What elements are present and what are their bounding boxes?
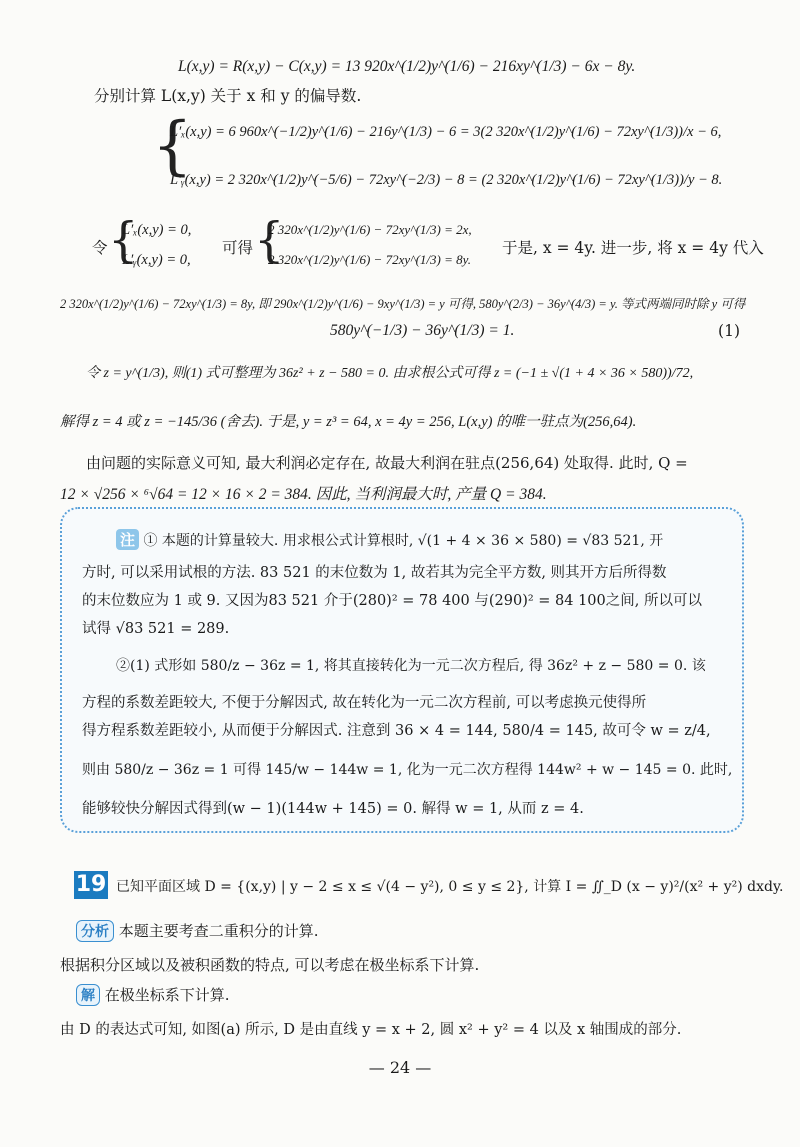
output-result: 12 × √256 × ⁶√64 = 12 × 16 × 2 = 384. 因此, 当利润最大时, 产量 Q = 384. <box>60 486 547 503</box>
solution-line-2: 由 D 的表达式可知, 如图(a) 所示, D 是由直线 y = x + 2, 圆 x² + y² = 4 以及 x 轴围成的部分. <box>60 1022 682 1038</box>
analysis-text: 本题主要考查二重积分的计算. <box>118 922 319 940</box>
max-profit-text: 由问题的实际意义可知, 最大利润必定存在, 故最大利润在驻点(256,64) 处取得. 此时, Q = <box>86 454 688 472</box>
substitution-text: 于是, x = 4y. 进一步, 将 x = 4y 代入 <box>502 239 764 257</box>
problem-statement: 已知平面区域 D = {(x,y) | y − 2 ≤ x ≤ √(4 − y²), 0 ≤ y ≤ 2}, 计算 I = ∬_D (x − y)²/(x² + y²) dxdy. <box>116 879 784 895</box>
partial-x-equation: L′ₓ(x,y) = 6 960x^(−1/2)y^(1/6) − 216y^(1/3) − 6 = 3(2 320x^(1/2)y^(1/6) − 72xy^(1/3))/x − 6, <box>170 124 722 140</box>
partial-y-equation: L′ᵧ(x,y) = 2 320x^(1/2)y^(−5/6) − 72xy^(−2/3) − 8 = (2 320x^(1/2)y^(1/6) − 72xy^(1/3))/y − 8. <box>170 172 723 188</box>
note-line-5: ②(1) 式形如 580/z − 36z = 1, 将其直接转化为一元二次方程后, 得 36z² + z − 580 = 0. 该 <box>116 658 706 674</box>
note-line-3: 的末位数应为 1 或 9. 又因为83 521 介于(280)² = 78 400 与(290)² = 84 100之间, 所以可以 <box>82 593 702 609</box>
partial-x-zero: L′ₓ(x,y) = 0, <box>122 222 192 238</box>
quadratic-substitution: 令 z = y^(1/3), 则(1) 式可整理为 36z² + z − 580 = 0. 由求根公式可得 z = (−1 ± √(1 + 4 × 36 × 580))/72, <box>86 366 694 381</box>
equation-1: 580y^(−1/3) − 36y^(1/3) = 1. <box>330 322 515 339</box>
analysis-tag: 分析 <box>76 920 114 942</box>
derivation-line: 2 320x^(1/2)y^(1/6) − 72xy^(1/3) = 8y, 即 290x^(1/2)y^(1/6) − 9xy^(1/3) = y 可得, 580y^(2/3) − 36y^(4/3) = y. 等式两端同时除 y 可得 <box>60 297 746 311</box>
partial-y-zero: L′ᵧ(x,y) = 0, <box>122 252 191 268</box>
stationary-point: 解得 z = 4 或 z = −145/36 (舍去). 于是, y = z³ = 64, x = 4y = 256, L(x,y) 的唯一驻点为(256,64). <box>60 414 637 430</box>
note-box <box>60 507 744 833</box>
left-brace-2: { <box>108 212 139 268</box>
solution-line <box>76 984 230 1006</box>
note-line-7: 得方程系数差距较小, 从而便于分解因式. 注意到 36 × 4 = 144, 580/4 = 145, 故可令 w = z/4, <box>82 723 711 739</box>
system-eq-2: 2 320x^(1/2)y^(1/6) − 72xy^(1/3) = 8y. <box>268 252 471 267</box>
note-line-2: 方时, 可以采用试根的方法. 83 521 的末位数为 1, 故若其为完全平方数, 则其开方后所得数 <box>82 565 667 581</box>
left-brace-3: { <box>254 212 285 268</box>
note-text-1: ① 本题的计算量较大. 用求根公式计算根时, √(1 + 4 × 36 × 580) = √83 521, 开 <box>143 533 664 549</box>
profit-function: L(x,y) = R(x,y) − C(x,y) = 13 920x^(1/2)y^(1/6) − 216xy^(1/3) − 6x − 8y. <box>178 58 636 75</box>
analysis-line-2: 根据积分区域以及被积函数的特点, 可以考虑在极坐标系下计算. <box>60 956 480 974</box>
problem-number: 19 <box>75 872 107 897</box>
system-eq-1: 2 320x^(1/2)y^(1/6) − 72xy^(1/3) = 2x, <box>268 222 472 237</box>
equation-number: (1) <box>718 322 740 340</box>
note-line-1 <box>116 529 663 550</box>
note-line-8: 则由 580/z − 36z = 1 可得 145/w − 144w = 1, 化为一元二次方程得 144w² + w − 145 = 0. 此时, <box>82 762 733 778</box>
left-brace: { <box>152 109 193 183</box>
solution-text: 在极坐标系下计算. <box>104 986 230 1004</box>
solution-tag: 解 <box>76 984 100 1006</box>
note-tag: 注 <box>116 529 139 550</box>
let-label: 令 <box>92 239 108 257</box>
page-number: — 24 — <box>368 1058 432 1077</box>
get-label: 可得 <box>222 239 254 257</box>
note-line-4: 试得 √83 521 = 289. <box>82 621 230 637</box>
note-line-6: 方程的系数差距较大, 不便于分解因式, 故在转化为一元二次方程前, 可以考虑换元使得所 <box>82 695 647 711</box>
partial-derivative-intro: 分别计算 L(x,y) 关于 x 和 y 的偏导数. <box>94 87 362 105</box>
analysis-line <box>76 920 319 942</box>
note-line-9: 能够较快分解因式得到(w − 1)(144w + 145) = 0. 解得 w = 1, 从而 z = 4. <box>82 801 584 817</box>
